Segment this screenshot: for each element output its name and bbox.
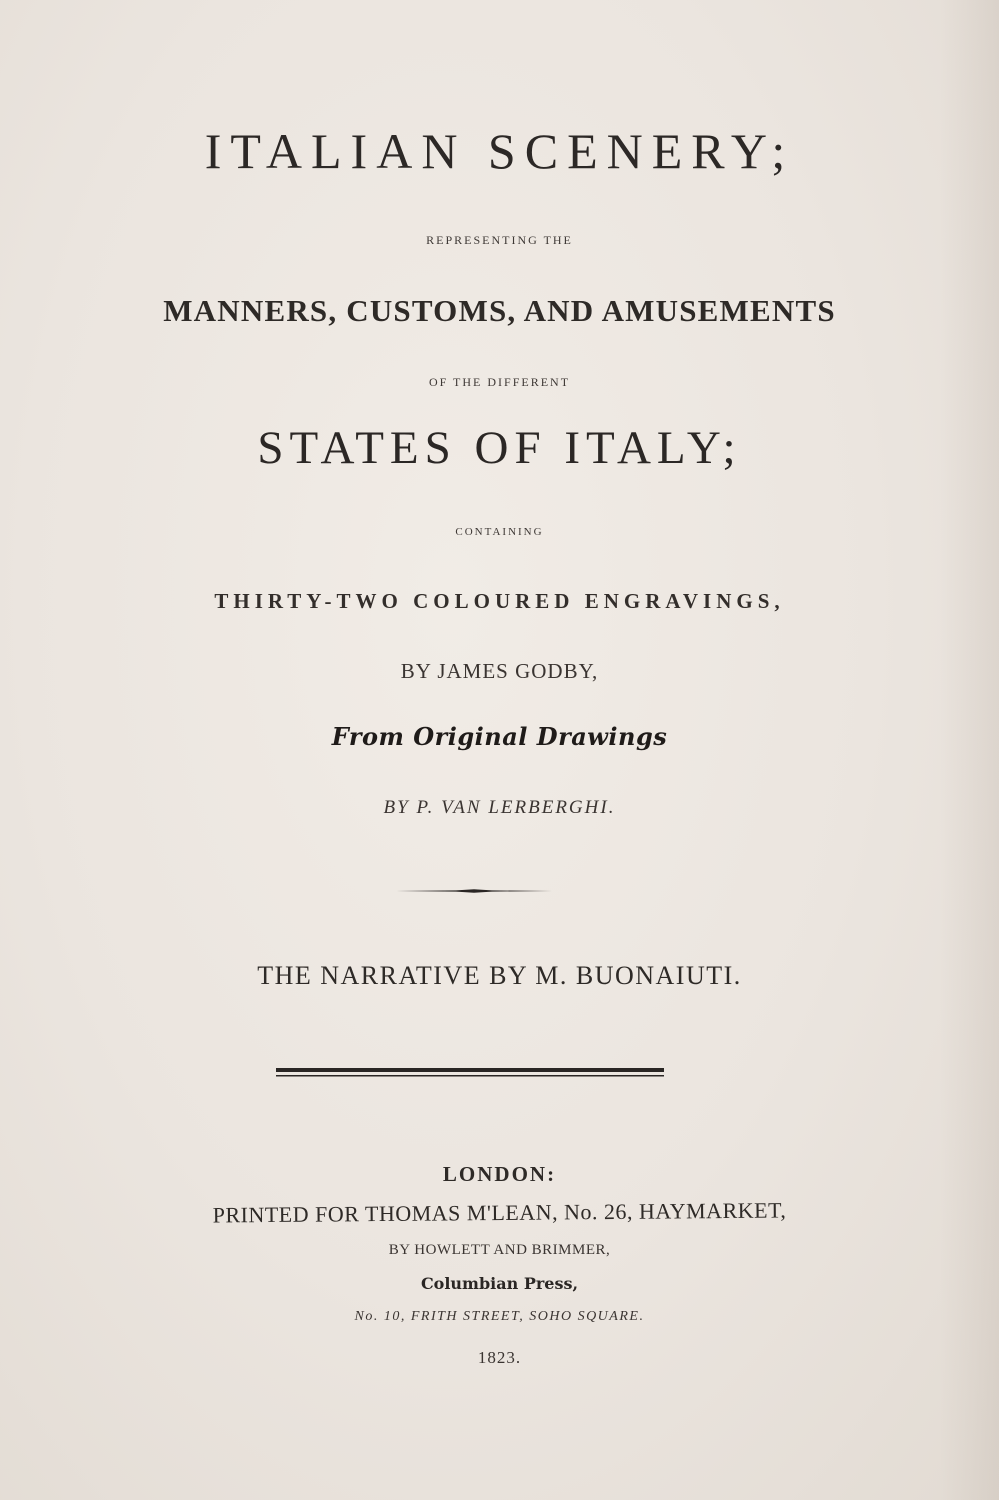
imprint-press: Columbian Press, [420,1274,579,1293]
imprint-year: 1823. [477,1348,522,1367]
page-edge-shadow [939,0,999,1500]
from-drawings-line: From Original Drawings [331,722,668,751]
subtitle-of-the-different: OF THE DIFFERENT [428,375,571,389]
imprint-printers: BY HOWLETT AND BRIMMER, [388,1242,611,1258]
imprint-printed-for: PRINTED FOR THOMAS M'LEAN, No. 26, HAYMARKET, [212,1197,787,1228]
subtitle-representing: REPRESENTING THE [426,233,573,247]
containing-label: CONTAINING [455,526,544,538]
subtitle-states: STATES OF ITALY; [257,422,742,474]
ornamental-rule [396,888,552,894]
artist-line: BY P. VAN LERBERGHI. [383,797,616,818]
narrative-line: THE NARRATIVE BY M. BUONAIUTI. [257,961,742,990]
engraver-line: BY JAMES GODBY, [400,659,599,683]
engravings-line: THIRTY-TWO COLOURED ENGRAVINGS, [214,589,785,613]
main-title: ITALIAN SCENERY; [204,123,795,179]
double-rule [276,1067,664,1079]
subtitle-manners: MANNERS, CUSTOMS, AND AMUSEMENTS [163,293,836,328]
imprint-city: LONDON: [442,1162,557,1186]
imprint-address: No. 10, FRITH STREET, SOHO SQUARE. [354,1309,645,1324]
